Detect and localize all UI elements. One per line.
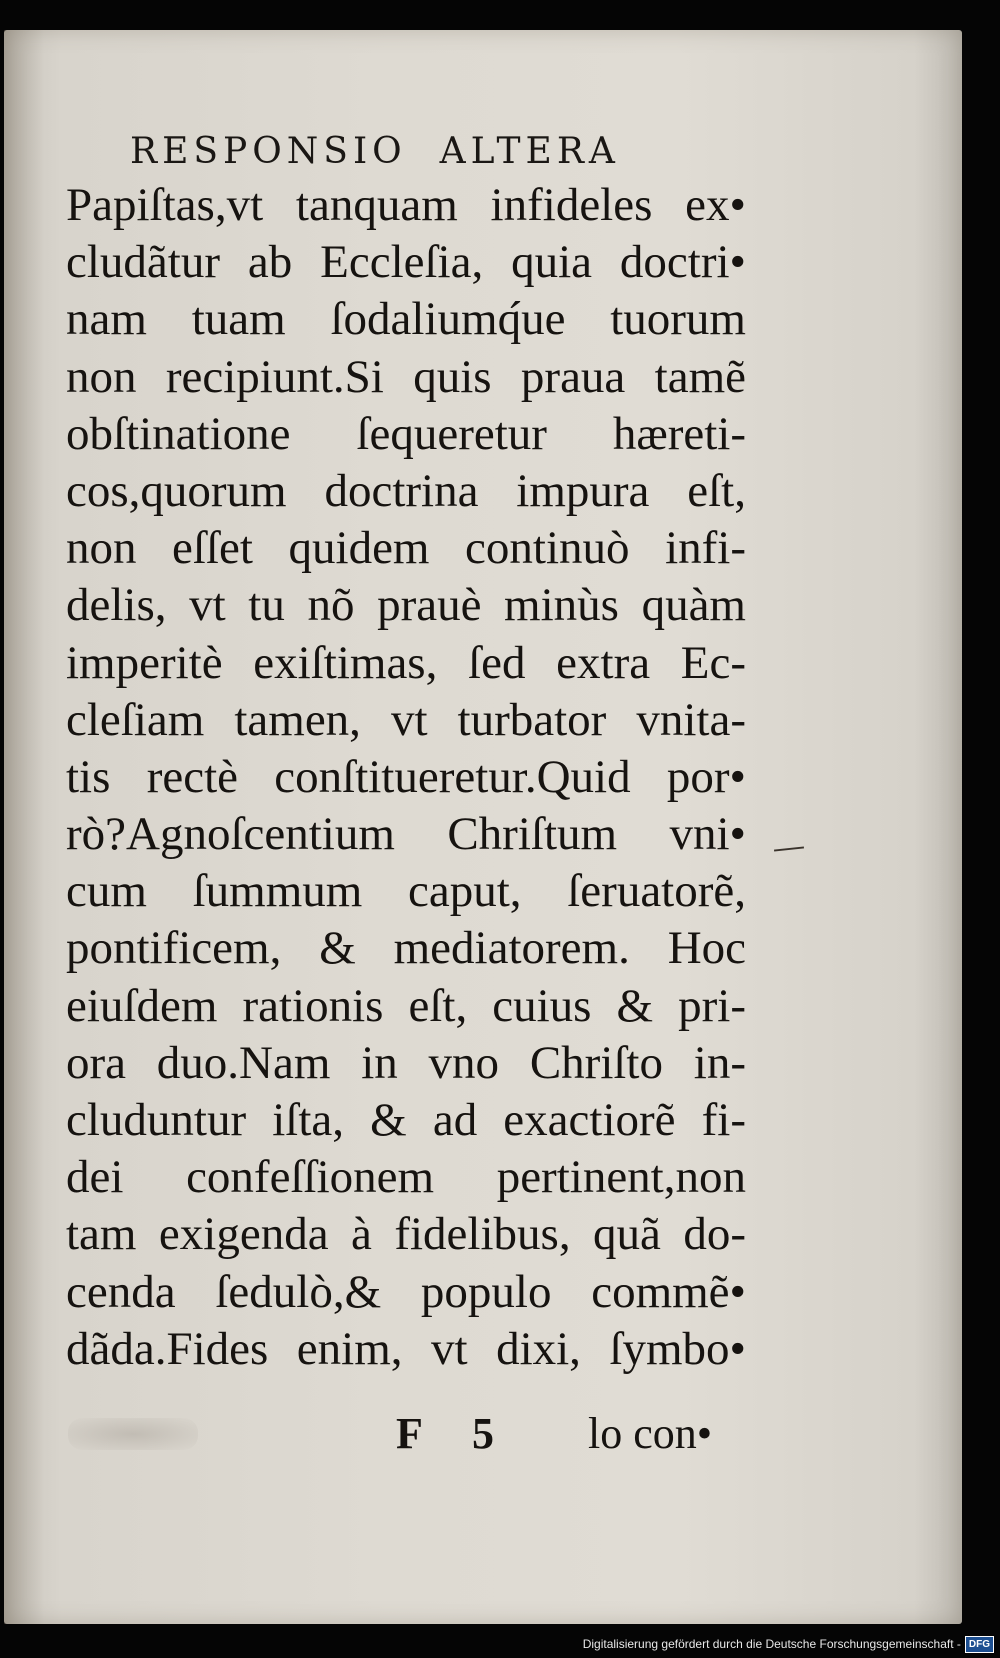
body-text: [66, 177, 746, 1378]
text-line: cleſiam tamen, vt turbator vnita-: [66, 693, 746, 746]
text-line: cos,quorum doctrina impura eſt,: [66, 464, 746, 517]
ink-smudge: [68, 1418, 198, 1450]
text-line: nam tuam ſodaliumq́ue tuorum: [66, 293, 746, 346]
text-line: imperitè exiſtimas, ſed extra Ec-: [66, 636, 746, 689]
running-header: RESPONSIO ALTERA: [130, 131, 620, 172]
catchword: lo con•: [588, 1409, 713, 1458]
signature-number: 5: [472, 1409, 494, 1458]
text-line: non eſſet quidem continuò infi-: [66, 522, 746, 575]
gutter-shadow: [4, 30, 44, 1624]
text-line: delis, vt tu nõ prauè minùs quàm: [66, 579, 746, 632]
text-line: dãda.Fides enim, vt dixi, ſymbo•: [66, 1322, 746, 1375]
text-line: rò?Agnoſcentium Chriſtum vni•: [66, 808, 746, 861]
signature-mark: F: [396, 1409, 423, 1458]
credit-text: Digitalisierung gefördert durch die Deutsche Forschungsgemeinschaft -: [582, 1637, 961, 1651]
text-line: Papiſtas,vt tanquam infideles ex•: [66, 179, 746, 231]
text-line: tam exigenda à fidelibus, quã do-: [66, 1208, 746, 1261]
text-line: cum ſummum caput, ſeruatorẽ,: [66, 865, 746, 918]
text-line: ora duo.Nam in vno Chriſto in-: [66, 1036, 746, 1089]
text-line: non recipiunt.Si quis praua tamẽ: [66, 350, 746, 403]
text-line: tis rectè conſtitueretur.Quid por•: [66, 750, 746, 803]
text-line: cludãtur ab Eccleſia, quia doctri•: [66, 236, 746, 289]
margin-mark: [774, 846, 804, 851]
book-page: [4, 30, 962, 1624]
text-line: pontificem, & mediatorem. Hoc: [66, 922, 746, 975]
text-line: dei confeſſionem pertinent,non: [66, 1151, 746, 1204]
text-line: cenda ſedulò,& populo commẽ•: [66, 1265, 746, 1318]
text-line: obſtinatione ſequeretur hæreti-: [66, 407, 746, 460]
digitization-credit: [583, 1634, 994, 1654]
text-line: eiuſdem rationis eſt, cuius & pri-: [66, 979, 746, 1032]
dfg-logo: DFG: [965, 1636, 994, 1653]
text-line: cluduntur iſta, & ad exactiorẽ fi-: [66, 1094, 746, 1146]
